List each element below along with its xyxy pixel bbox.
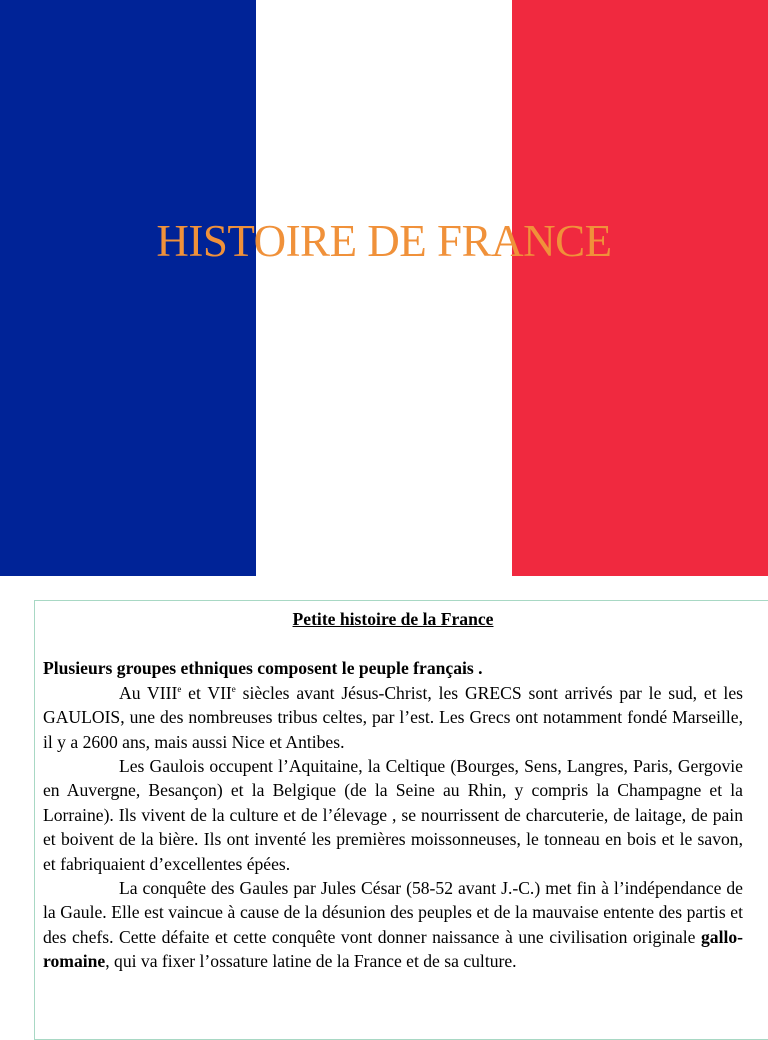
flag-stripe-blue xyxy=(0,0,256,576)
document-page xyxy=(34,600,768,1040)
paragraph-conquest xyxy=(43,876,743,974)
paragraph-text: et VII xyxy=(181,682,232,703)
cover-title: HISTOIRE DE FRANCE xyxy=(156,216,612,266)
document-title: Petite histoire de la France xyxy=(292,609,494,629)
bold-term: gallo-romaine xyxy=(43,926,743,972)
paragraph-text: Au VIII xyxy=(119,682,178,703)
section-heading: Plusieurs groupes ethniques composent le peuple français . xyxy=(43,658,483,679)
flag-stripe-red xyxy=(512,0,768,576)
paragraph-text: siècles avant Jésus-Christ, les GRECS sont arrivés par le sud, et les GAULOIS, une des nombreuses tribus celtes, par l’est. Les Grecs ont notamment fondé Marseille, il y a 2600 ans, mais aussi Nice et Antibes. xyxy=(43,682,743,752)
superscript: e xyxy=(231,683,236,694)
flag-stripe-white xyxy=(256,0,512,576)
paragraph-text: La conquête des Gaules par Jules César (58-52 avant J.-C.) met fin à l’indépendance de la Gaule. Elle est vaincue à cause de la désunion des peuples et de la mauvaise entente des partis et des chefs. Cette défaite et cette conquête vont donner naissance à une civilisation originale xyxy=(43,878,743,947)
paragraph-greeks-gauls xyxy=(43,681,743,754)
superscript: e xyxy=(177,683,182,694)
paragraph-text: , qui va fixer l’ossature latine de la France et de sa culture. xyxy=(105,951,517,972)
paragraph-gaulois: Les Gaulois occupent l’Aquitaine, la Celtique (Bourges, Sens, Langres, Paris, Gergovie en Auvergne, Besançon) et la Belgique (de la Seine au Rhin, y compris la Champagne et la Lorraine). Ils vivent de la culture et de l’élevage , se nourrissent de charcuterie, de laitage, de pain et boivent de la bière. Ils ont inventé les premières moissonneuses, le tonneau en bois et le savon, et fabriquaient d’excellentes épées. xyxy=(43,756,743,874)
